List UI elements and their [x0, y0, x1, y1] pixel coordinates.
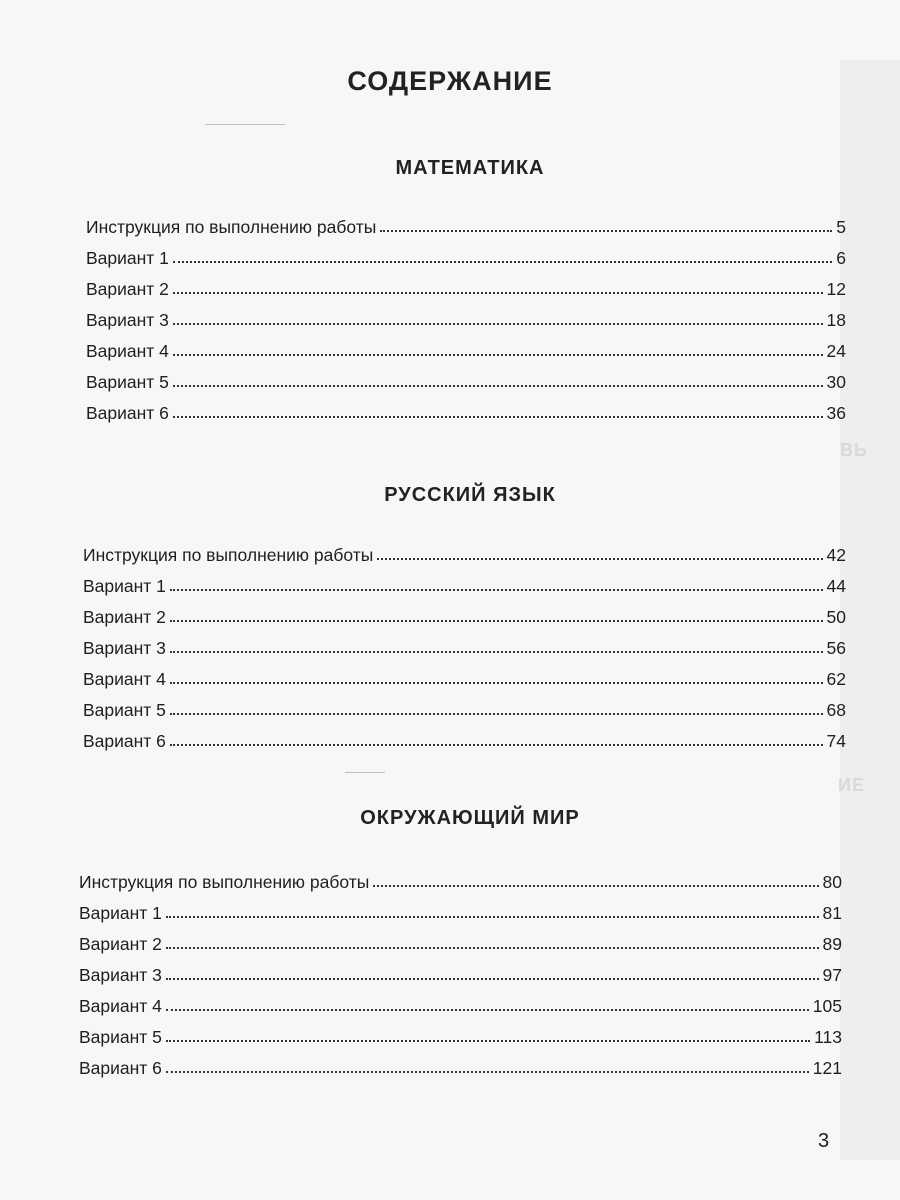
toc-entry — [83, 726, 846, 752]
toc-entry-page: 81 — [822, 903, 842, 923]
toc-entry-label: Вариант 3 — [83, 638, 166, 658]
toc-entry-label: Вариант 1 — [83, 576, 166, 596]
toc-entry-page: 42 — [826, 545, 846, 565]
toc-entry-label: Вариант 6 — [83, 731, 166, 751]
toc-entry — [86, 274, 846, 300]
toc-entry-page: 97 — [822, 965, 842, 985]
toc-entry-page: 50 — [826, 607, 846, 627]
toc-entry — [86, 336, 846, 362]
dot-leader — [166, 946, 819, 949]
section-title-world: ОКРУЖАЮЩИЙ МИР — [360, 807, 580, 829]
toc-entry-label: Инструкция по выполнению работы — [79, 872, 370, 892]
toc-entry-label: Инструкция по выполнению работы — [83, 545, 374, 565]
dot-leader — [380, 229, 832, 232]
page-edge-shadow — [840, 60, 900, 1160]
dot-leader — [170, 588, 823, 591]
toc-entry-label: Вариант 5 — [86, 372, 169, 392]
dot-leader — [166, 1008, 809, 1011]
dot-leader — [173, 260, 832, 263]
dot-leader — [173, 291, 823, 294]
toc-entry — [79, 1022, 842, 1048]
toc-entry-page: 68 — [826, 700, 846, 720]
toc-entry-label: Вариант 4 — [86, 341, 169, 361]
toc-entry-label: Вариант 2 — [86, 279, 169, 299]
toc-entry-page: 44 — [826, 576, 846, 596]
dot-leader — [170, 650, 823, 653]
toc-entry-label: Вариант 6 — [79, 1058, 162, 1078]
dot-leader — [166, 1070, 809, 1073]
toc-entry-page: 113 — [814, 1027, 842, 1047]
dot-leader — [170, 619, 823, 622]
bleed-through-rule — [345, 772, 385, 773]
toc-entry — [79, 867, 842, 893]
toc-entry-label: Вариант 4 — [83, 669, 166, 689]
section-title-math: МАТЕМАТИКА — [395, 157, 545, 179]
section-title-russian: РУССКИЙ ЯЗЫК — [384, 484, 556, 506]
dot-leader — [173, 384, 823, 387]
toc-entry-page: 18 — [826, 310, 846, 330]
toc-entry-page: 62 — [826, 669, 846, 689]
toc-entry — [86, 305, 846, 331]
toc-entry — [79, 960, 842, 986]
toc-entry-label: Вариант 6 — [86, 403, 169, 423]
page-title: СОДЕРЖАНИЕ — [347, 66, 553, 96]
dot-leader — [173, 322, 823, 325]
toc-entry-label: Вариант 1 — [86, 248, 169, 268]
dot-leader — [170, 743, 823, 746]
bleed-through-text: ИЕ — [838, 775, 865, 795]
toc-entry-page: 6 — [836, 248, 846, 268]
toc-entry-label: Вариант 2 — [79, 934, 162, 954]
toc-entry-page: 74 — [826, 731, 846, 751]
toc-entry — [83, 540, 846, 566]
toc-entry-page: 89 — [822, 934, 842, 954]
dot-leader — [373, 884, 818, 887]
toc-entry-page: 5 — [836, 217, 846, 237]
toc-entry-page: 56 — [826, 638, 846, 658]
toc-entry-label: Вариант 5 — [83, 700, 166, 720]
toc-entry — [83, 664, 846, 690]
toc-entry-label: Вариант 3 — [79, 965, 162, 985]
page-number: 3 — [818, 1130, 830, 1152]
toc-entry — [86, 398, 846, 424]
toc-entry — [83, 602, 846, 628]
toc-entry — [79, 898, 842, 924]
toc-entry-label: Вариант 4 — [79, 996, 162, 1016]
toc-entry — [83, 695, 846, 721]
dot-leader — [166, 977, 819, 980]
toc-entry-label: Вариант 3 — [86, 310, 169, 330]
toc-entry-page: 24 — [826, 341, 846, 361]
toc-entry-label: Инструкция по выполнению работы — [86, 217, 377, 237]
toc-entry — [79, 1053, 842, 1079]
toc-entry-page: 121 — [812, 1058, 842, 1078]
toc-entry-page: 12 — [826, 279, 846, 299]
dot-leader — [170, 712, 823, 715]
dot-leader — [170, 681, 823, 684]
toc-entry-label: Вариант 2 — [83, 607, 166, 627]
toc-entry-page: 80 — [822, 872, 842, 892]
dot-leader — [173, 353, 823, 356]
bleed-through-text: ВЬ — [840, 440, 868, 460]
dot-leader — [166, 915, 819, 918]
bleed-through-rule — [205, 124, 285, 125]
toc-entry — [86, 212, 846, 238]
toc-entry — [83, 633, 846, 659]
toc-entry-page: 105 — [812, 996, 842, 1016]
toc-entry-page: 30 — [826, 372, 846, 392]
toc-entry — [83, 571, 846, 597]
toc-entry-label: Вариант 5 — [79, 1027, 162, 1047]
toc-entry-label: Вариант 1 — [79, 903, 162, 923]
toc-entry — [86, 243, 846, 269]
dot-leader — [166, 1039, 810, 1042]
dot-leader — [377, 557, 822, 560]
toc-entry — [86, 367, 846, 393]
toc-entry-page: 36 — [826, 403, 846, 423]
dot-leader — [173, 415, 823, 418]
toc-entry — [79, 929, 842, 955]
toc-entry — [79, 991, 842, 1017]
